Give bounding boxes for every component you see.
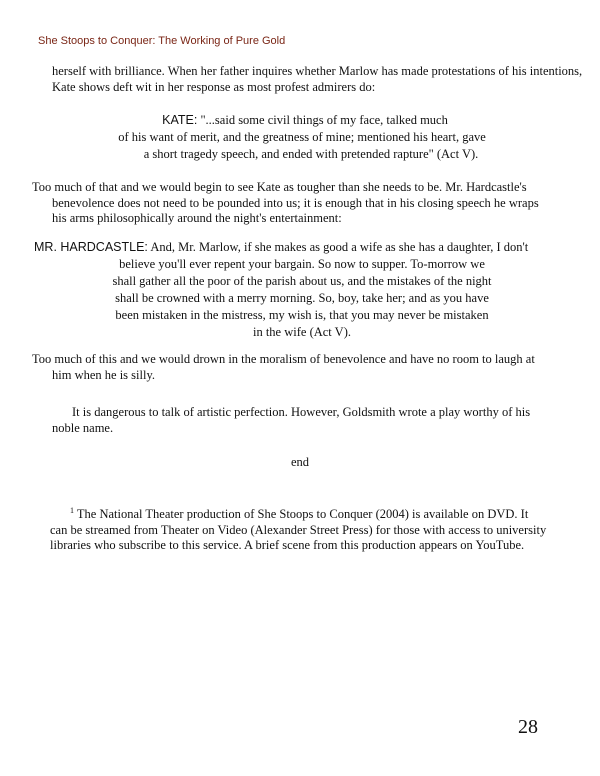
quote-line: of his want of merit, and the greatness of mine; mentioned his heart, gave	[118, 130, 486, 144]
text-line: benevolence does not need to be pounded into us; it is enough that in his closing speech he wraps	[52, 195, 539, 210]
text-line: noble name.	[52, 420, 114, 435]
speaker-name: KATE:	[162, 113, 198, 127]
quote-line: been mistaken in the mistress, my wish is, that you may never be mistaken	[115, 308, 489, 322]
text-line: Kate shows deft wit in her response as most profest admirers do:	[52, 79, 376, 94]
end-marker: end	[290, 455, 310, 469]
text-line: It is dangerous to talk of artistic perfection. However, Goldsmith wrote a play worthy of his	[72, 405, 531, 419]
quote-line: in the wife (Act V).	[252, 325, 351, 339]
quote-line: believe you'll ever repent your bargain. So now to supper. To-morrow we	[119, 257, 485, 271]
footnote	[50, 503, 578, 554]
text-line: Too much of this and we would drown in the moralism of benevolence and have no room to laugh at	[32, 352, 535, 366]
footnote-line: can be streamed from Theater on Video (Alexander Street Press) for those with access to university	[50, 522, 547, 537]
quote-line: a short tragedy speech, and ended with pretended rapture" (Act V).	[143, 147, 479, 161]
quote-line: shall gather all the poor of the parish about us, and the mistakes of the night	[112, 274, 492, 288]
footnote-line: libraries who subscribe to this service. A brief scene from this production appears on YouTube.	[50, 538, 525, 553]
running-header: She Stoops to Conquer: The Working of Pure Gold	[38, 35, 286, 47]
paragraph-kate-intro	[32, 64, 583, 95]
block-quote-kate	[0, 112, 600, 163]
text-line: Too much of that and we would begin to see Kate as tougher than she needs to be. Mr. Hardcastle's	[32, 180, 527, 194]
paragraph-moralism	[32, 352, 578, 383]
speaker-name: MR. HARDCASTLE:	[34, 240, 148, 254]
quote-line	[0, 112, 600, 129]
footnote-text: The National Theater production of She Stoops to Conquer (2004) is available on DVD. It	[74, 507, 529, 522]
quote-line: shall be crowned with a merry morning. So, boy, take her; and as you have	[115, 291, 489, 305]
paragraph-conclusion	[32, 405, 578, 436]
footnote-line	[50, 503, 578, 523]
quote-line	[0, 239, 600, 256]
quote-text: "...said some civil things of my face, talked much	[197, 113, 448, 127]
footnote-marker: 1	[70, 506, 74, 515]
quote-text: And, Mr. Marlow, if she makes as good a wife as she has a daughter, I don't	[147, 240, 529, 254]
text-line: him when he is silly.	[52, 367, 156, 382]
paragraph-hardcastle-intro	[32, 180, 578, 227]
text-line: herself with brilliance. When her father inquires whether Marlow has made protestations of his intentions,	[52, 64, 583, 78]
text-line: his arms philosophically around the night's entertainment:	[52, 211, 342, 225]
block-quote-hardcastle	[0, 239, 600, 341]
page-number: 28	[518, 716, 538, 738]
